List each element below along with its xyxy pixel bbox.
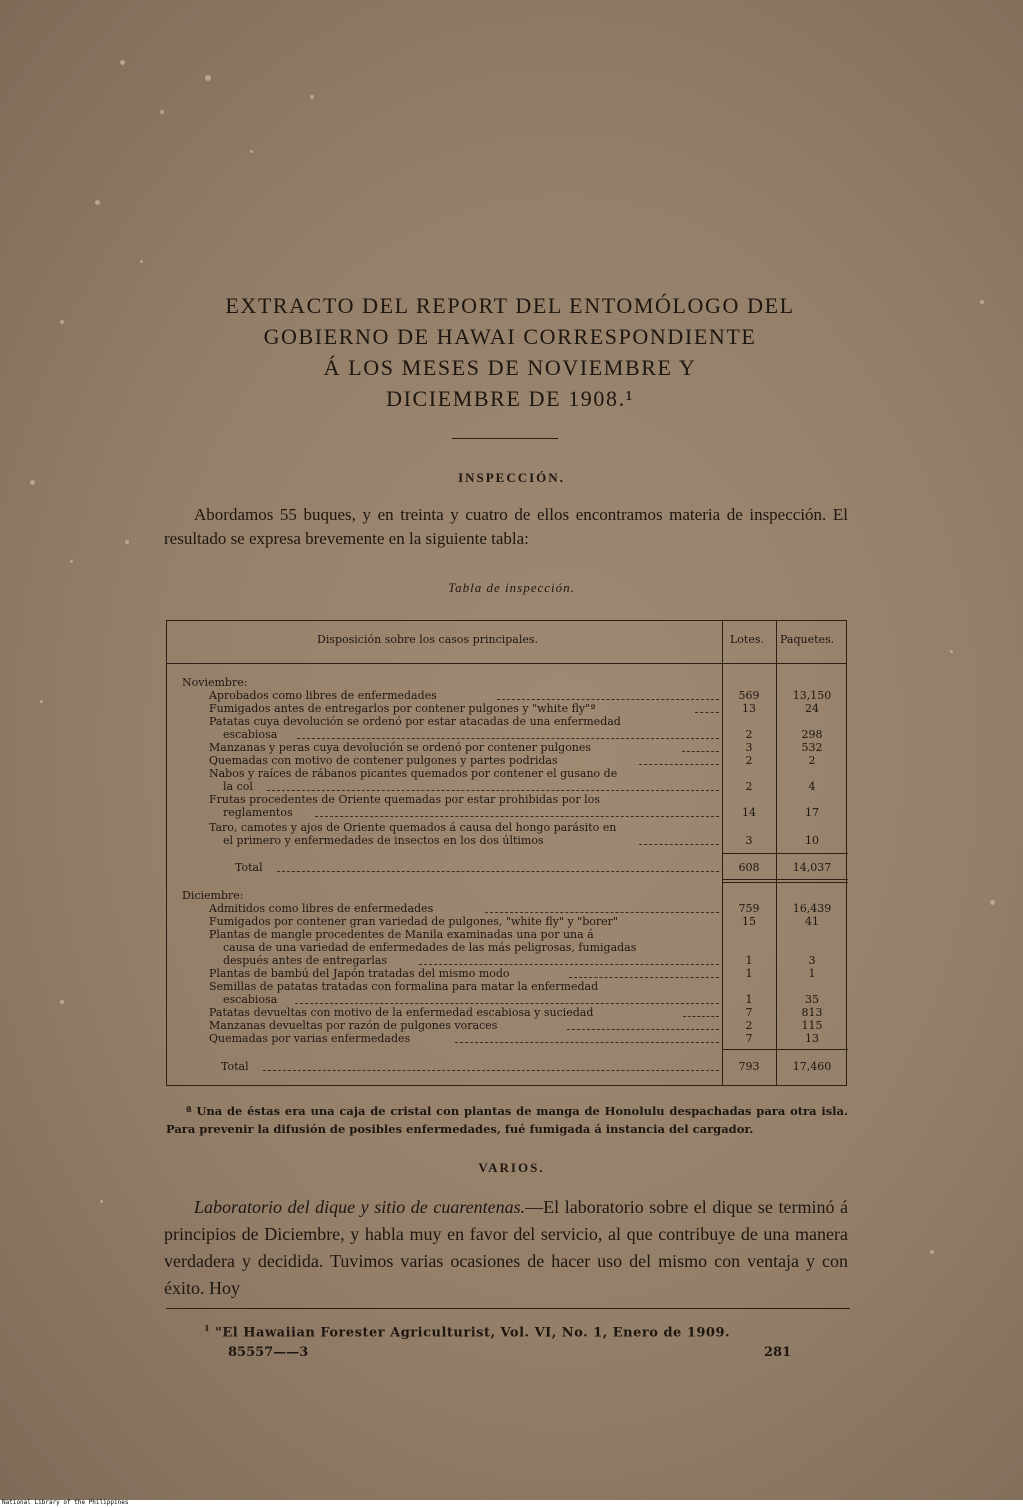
- table-row: Fumigados por contener gran variedad de pulgones, "white fly" y "borer" 15 41: [209, 915, 819, 928]
- varios-paragraph: [164, 1194, 848, 1302]
- table-row: reglamentos 14 17: [223, 806, 819, 819]
- header-rule: [167, 663, 846, 664]
- december-total-row: Total 793 17,460: [221, 1060, 832, 1073]
- inspection-table: [166, 620, 847, 1086]
- table-row: después antes de entregarlas 1 3: [223, 954, 816, 967]
- section-heading-inspeccion: INSPECCIÓN.: [458, 470, 565, 485]
- table-row: la col 2 4: [223, 780, 816, 793]
- table-row: el primero y enfermedades de insectos en los dos últimos 3 10: [223, 834, 819, 847]
- table-row: Admitidos como libres de enfermedades 759 16,439: [209, 902, 832, 915]
- table-footnote: ª Una de éstas era una caja de cristal con plantas de manga de Honolulu despachadas para otra isla. Para prevenir la difusión de posibles enfermedades, fué fumigada á instancia del cargador.: [166, 1104, 848, 1136]
- printer-signature: 85557——3: [228, 1345, 309, 1360]
- library-credit-strip: [0, 1500, 1023, 1508]
- varios-text: —El laboratorio sobre el dique se terminó á principios de Diciembre, y habla muy en favor del servicio, al que contribuye de una manera verdadera y decidida. Tuvimos varias ocasiones de hacer uso del mismo con ventaja y con éxito. Hoy: [164, 1197, 848, 1298]
- varios-italic-lead: Laboratorio del dique y sitio de cuarentenas.: [194, 1197, 526, 1217]
- table-row: escabiosa 1 35: [223, 993, 819, 1006]
- title-divider: [452, 438, 558, 439]
- december-label: Diciembre:: [182, 889, 244, 902]
- table-row: Fumigados antes de entregarlos por contener pulgones y "white fly"ª 13 24: [209, 702, 819, 715]
- table-row: Manzanas devueltas por razón de pulgones voraces 2 115: [209, 1019, 823, 1032]
- title-line-4: DICIEMBRE DE 1908.¹: [386, 386, 634, 411]
- table-row: Semillas de patatas tratadas con formalina para matar la enfermedad: [209, 980, 599, 993]
- table-caption: Tabla de inspección.: [448, 580, 575, 595]
- november-total-row: Total 608 14,037: [235, 861, 832, 874]
- table-row: escabiosa 2 298: [223, 728, 823, 741]
- table-row: Patatas cuya devolución se ordenó por estar atacadas de una enfermedad: [209, 715, 621, 728]
- title-line-3: Á LOS MESES DE NOVIEMBRE Y: [323, 355, 697, 380]
- intro-paragraph: Abordamos 55 buques, y en treinta y cuatro de ellos encontramos materia de inspección. El resultado se expresa brevemente en la siguiente tabla:: [164, 505, 848, 548]
- table-row: Plantas de mangle procedentes de Manila examinadas una por una á: [209, 928, 594, 941]
- table-row: Patatas devueltas con motivo de la enfermedad escabiosa y suciedad 7 813: [209, 1006, 823, 1019]
- table-row: Quemadas por varias enfermedades 7 13: [209, 1032, 819, 1045]
- section-heading-varios: VARIOS.: [478, 1160, 545, 1175]
- table-row: Taro, camotes y ajos de Oriente quemados á causa del hongo parásito en: [209, 821, 617, 834]
- page-number: 281: [764, 1345, 792, 1360]
- table-row: Quemadas con motivo de contener pulgones y partes podridas 2 2: [209, 754, 816, 767]
- november-label: Noviembre:: [182, 676, 248, 689]
- header-lots: Lotes.: [730, 633, 764, 646]
- title-line-1: EXTRACTO DEL REPORT DEL ENTOMÓLOGO DEL: [225, 293, 795, 318]
- table-row: Plantas de bambú del Japón tratadas del mismo modo 1 1: [209, 967, 816, 980]
- table-row: causa de una variedad de enfermedades de las más peligrosas, fumigadas: [223, 941, 637, 954]
- document-title: [180, 290, 840, 414]
- header-disposition: Disposición sobre los casos principales.: [317, 633, 539, 646]
- footnote-rule: [166, 1308, 850, 1309]
- header-packages: Paquetes.: [780, 633, 835, 646]
- table-row: Aprobados como libres de enfermedades 569 13,150: [209, 689, 832, 702]
- table-row: Frutas procedentes de Oriente quemadas por estar prohibidas por los: [209, 793, 600, 806]
- reference-footnote: $^1$ "El Hawaiian Forester Agriculturist, Vol. VI, No. 1, Enero de 1909.: [204, 1323, 731, 1341]
- table-row: Nabos y raíces de rábanos picantes quemados por contener el gusano de: [209, 767, 618, 780]
- table-row: Manzanas y peras cuya devolución se ordenó por contener pulgones 3 532: [209, 741, 823, 754]
- title-line-2: GOBIERNO DE HAWAI CORRESPONDIENTE: [263, 324, 757, 349]
- library-credit: National Library of the Philippines: [2, 1499, 129, 1506]
